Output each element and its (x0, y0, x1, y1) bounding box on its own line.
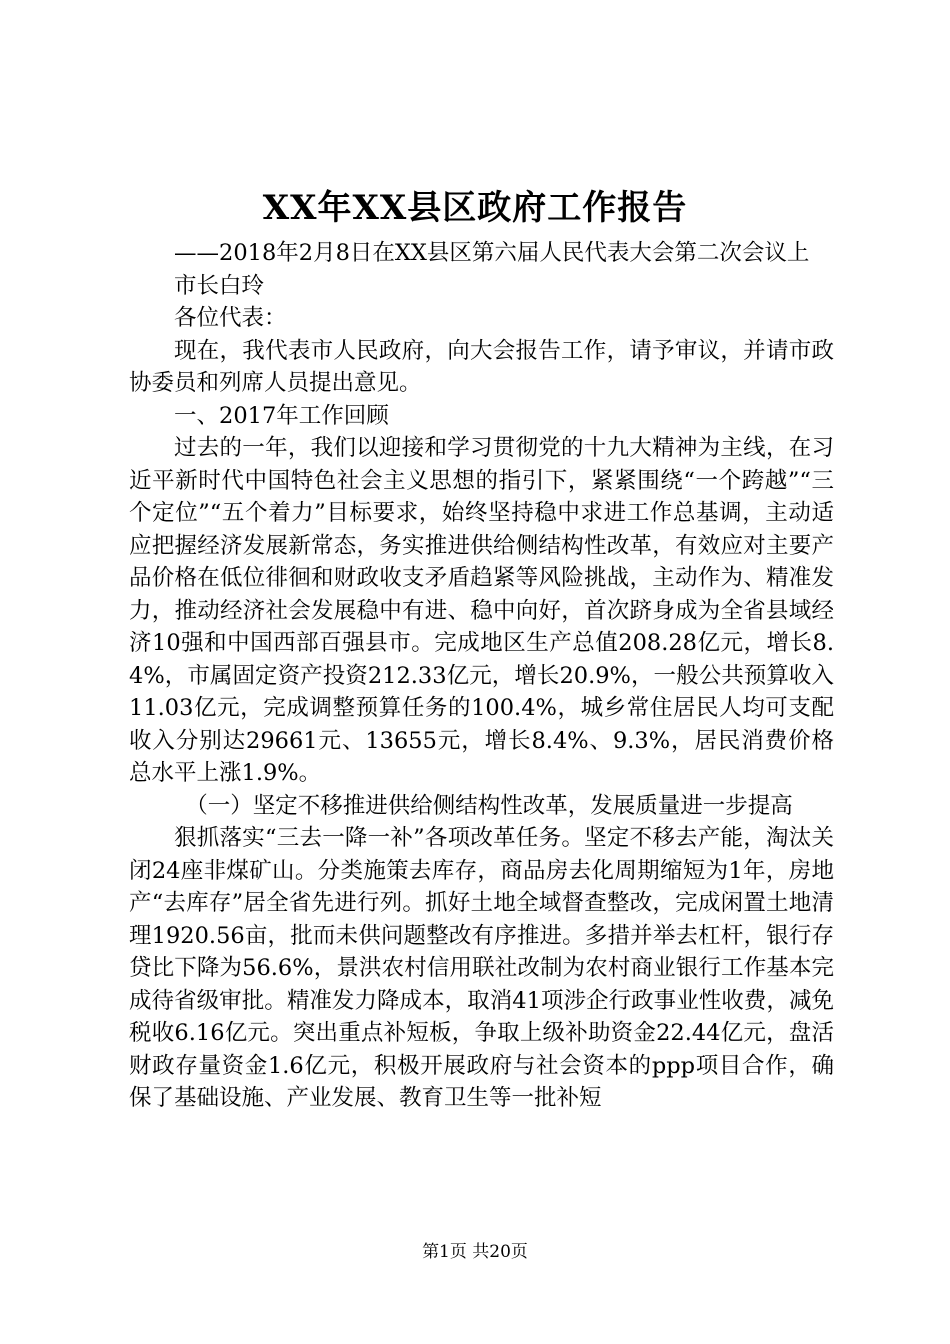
page-number: 第1页 共20页 (422, 1242, 528, 1262)
speaker-paragraph: 市长白玲 (174, 272, 265, 299)
reform-paragraph: 狠抓落实“三去一降一补”各项改革任务。坚定不移去产能，淘汰关闭24座非煤矿山。分类施策去库存，商品房去化周期缩短为1年，房地产“去库存”居全省先进行列。抓好土地全域督查整改，完成闲置土地清理1920.56亩，批而未供问题整改有序推进。多措并举去杠杆，银行存贷比下降为56.6%，景洪农村信用联社改制为农村商业银行工作基本完成待省级审批。精准发力降成本，取消41项涉企行政事业性收费，减免税收6.16亿元。突出重点补短板，争取上级补助资金22.44亿元，盘活财政存量资金1.6亿元，积极开展政府与社会资本的ppp项目合作，确保了基础设施、产业发展、教育卫生等一批补短 (129, 825, 834, 1111)
subtitle-paragraph: ——2018年2月8日在XX县区第六届人民代表大会第二次会议上 (174, 240, 810, 266)
salutation-paragraph: 各位代表： (174, 305, 287, 331)
intro-paragraph: 现在，我代表市人民政府，向大会报告工作，请予审议，并请市政协委员和列席人员提出意见。 (129, 337, 834, 396)
subsection-heading: （一）坚定不移推进供给侧结构性改革，发展质量进一步提高 (185, 792, 793, 819)
document-title: XX年XX县区政府工作报告 (262, 188, 688, 228)
document-body (129, 237, 834, 1115)
section-heading: 一、2017年工作回顾 (174, 402, 389, 429)
review-paragraph: 过去的一年，我们以迎接和学习贯彻党的十九大精神为主线，在习近平新时代中国特色社会主义思想的指引下，紧紧围绕“一个跨越”“三个定位”“五个着力”目标要求，始终坚持稳中求进工作总基调，主动适应把握经济发展新常态，务实推进供给侧结构性改革，有效应对主要产品价格在低位徘徊和财政收支矛盾趋紧等风险挑战，主动作为、精准发力，推动经济社会发展稳中有进、稳中向好，首次跻身成为全省县域经济10强和中国西部百强县市。完成地区生产总值208.28亿元，增长8.4%，市属固定资产投资212.33亿元，增长20.9%，一般公共预算收入11.03亿元，完成调整预算任务的100.4%，城乡常住居民人均可支配收入分别达29661元、13655元，增长8.4%、9.3%，居民消费价格总水平上涨1.9%。 (129, 435, 834, 786)
